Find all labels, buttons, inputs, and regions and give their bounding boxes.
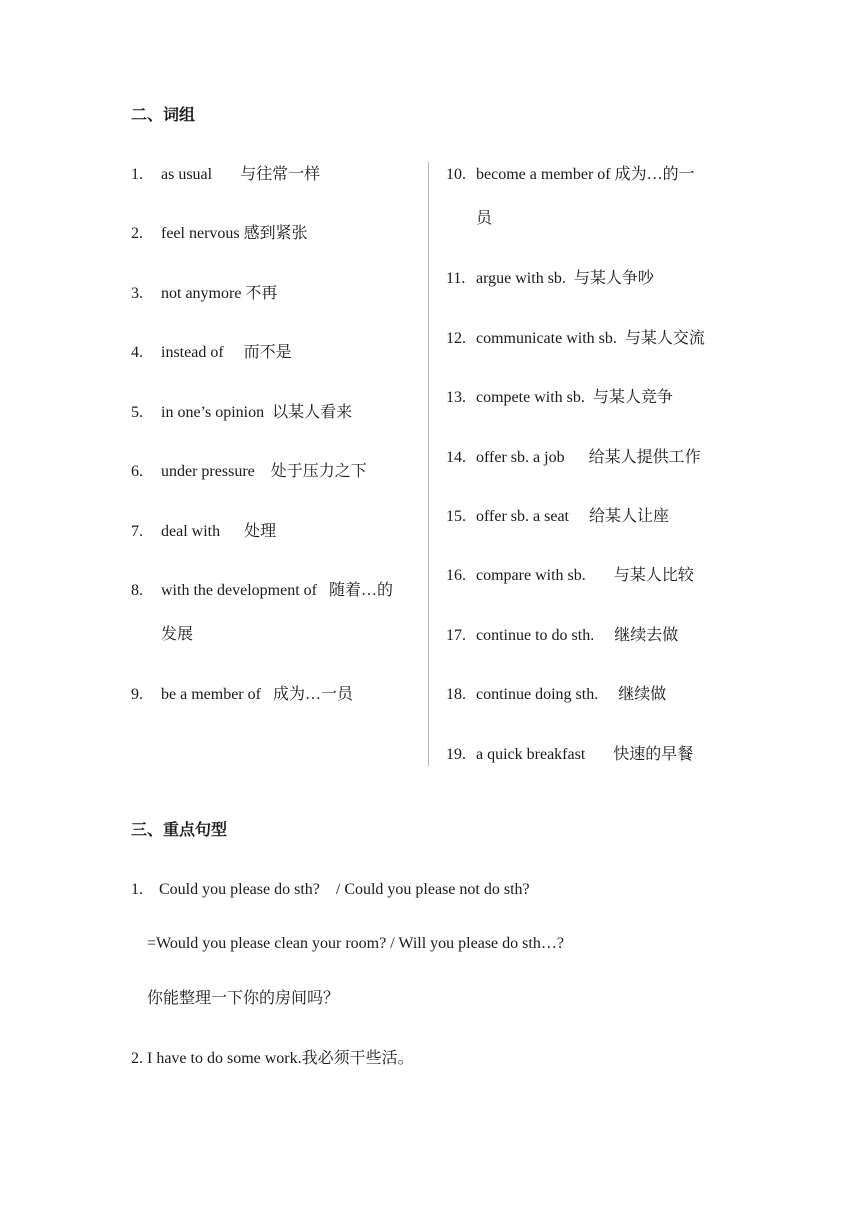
phrase-text: be a member of 成为…一员	[161, 686, 353, 703]
phrase-number: 2.	[131, 225, 143, 242]
phrase-text: continue doing sth. 继续做	[476, 686, 667, 703]
phrase-number: 7.	[131, 523, 143, 540]
phrase-text: argue with sb. 与某人争吵	[476, 270, 654, 287]
phrase-number: 8.	[131, 582, 143, 599]
phrase-number: 16.	[446, 567, 466, 584]
phrase-number: 15.	[446, 508, 466, 525]
phrase-text: offer sb. a seat 给某人让座	[476, 508, 670, 525]
phrase-text: feel nervous 感到紧张	[161, 225, 308, 242]
phrase-number: 13.	[446, 389, 466, 406]
phrase-text: as usual 与往常一样	[161, 166, 321, 183]
phrase-number: 1.	[131, 166, 143, 183]
phrase-text: become a member of 成为…的一	[476, 166, 695, 183]
phrase-number: 5.	[131, 404, 143, 421]
phrase-text: communicate with sb. 与某人交流	[476, 330, 705, 347]
phrase-number: 12.	[446, 330, 466, 347]
phrase-number: 17.	[446, 627, 466, 644]
sentence-line: =Would you please clean your room? / Will you please do sth…?	[147, 935, 564, 952]
sentence-line: 1. Could you please do sth? / Could you please not do sth?	[131, 881, 530, 898]
phrase-number: 4.	[131, 344, 143, 361]
phrase-continuation: 发展	[161, 626, 194, 643]
section-heading-key-sentences: 三、重点句型	[131, 822, 228, 839]
phrase-text: compare with sb. 与某人比较	[476, 567, 694, 584]
phrase-number: 3.	[131, 285, 143, 302]
column-divider	[428, 162, 429, 766]
phrase-text: offer sb. a job 给某人提供工作	[476, 449, 701, 466]
phrase-text: continue to do sth. 继续去做	[476, 627, 679, 644]
phrase-text: with the development of 随着…的	[161, 582, 393, 599]
phrase-text: instead of 而不是	[161, 344, 292, 361]
sentence-translation: 你能整理一下你的房间吗？	[147, 990, 340, 1007]
phrase-continuation: 员	[476, 210, 493, 227]
phrase-text: a quick breakfast 快速的早餐	[476, 746, 694, 763]
phrase-number: 9.	[131, 686, 143, 703]
phrase-number: 10.	[446, 166, 466, 183]
phrase-text: deal with 处理	[161, 523, 277, 540]
phrase-number: 19.	[446, 746, 466, 763]
phrase-text: not anymore 不再	[161, 285, 278, 302]
phrase-number: 14.	[446, 449, 466, 466]
phrase-number: 11.	[446, 270, 466, 287]
section-heading-phrases: 二、词组	[131, 107, 196, 124]
phrase-text: compete with sb. 与某人竞争	[476, 389, 673, 406]
sentence-line: 2. I have to do some work.我必须干些活。	[131, 1050, 414, 1067]
phrase-number: 18.	[446, 686, 466, 703]
phrase-text: in one’s opinion 以某人看来	[161, 404, 353, 421]
phrase-number: 6.	[131, 463, 143, 480]
phrase-text: under pressure 处于压力之下	[161, 463, 367, 480]
